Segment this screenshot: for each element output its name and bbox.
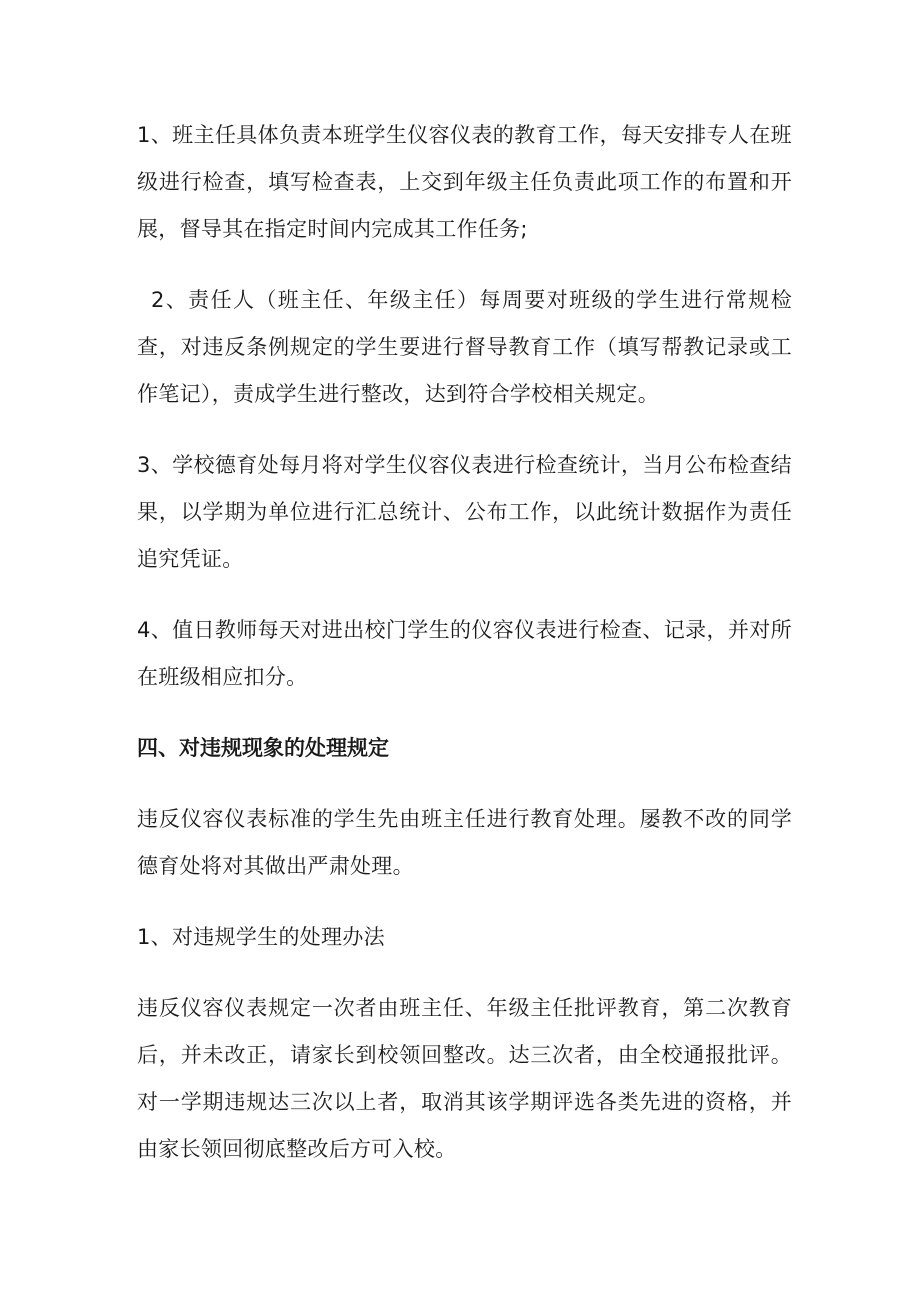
paragraph-4: 4、值日教师每天对进出校门学生的仪容仪表进行检查、记录，并对所在班级相应扣分。 — [137, 618, 792, 689]
paragraph-7: 违反仪容仪表规定一次者由班主任、年级主任批评教育，第二次教育后，并未改正，请家长到校领回整改。达三次者，由全校通报批评。对一学期违规达三次以上者，取消其该学期评选各类先进的资格，并由家长领回彻底整改后方可入校。 — [137, 996, 792, 1161]
document-body — [137, 112, 792, 1173]
paragraph-1: 1、班主任具体负责本班学生仪容仪表的教育工作，每天安排专人在班级进行检查，填写检查表，上交到年级主任负责此项工作的布置和开展，督导其在指定时间内完成其工作任务; — [137, 123, 792, 241]
section-heading-4: 四、对违规现象的处理规定 — [137, 736, 389, 760]
paragraph-5: 违反仪容仪表标准的学生先由班主任进行教育处理。屡教不改的同学德育处将对其做出严肃处理。 — [137, 807, 792, 878]
paragraph-2: 2、责任人（班主任、年级主任）每周要对班级的学生进行常规检查，对违反条例规定的学生要进行督导教育工作（填写帮教记录或工作笔记），责成学生进行整改，达到符合学校相关规定。 — [137, 288, 792, 406]
paragraph-3: 3、学校德育处每月将对学生仪容仪表进行检查统计，当月公布检查结果，以学期为单位进行汇总统计、公布工作，以此统计数据作为责任追究凭证。 — [137, 453, 792, 571]
subheading-1: 1、对违规学生的处理办法 — [137, 925, 385, 949]
